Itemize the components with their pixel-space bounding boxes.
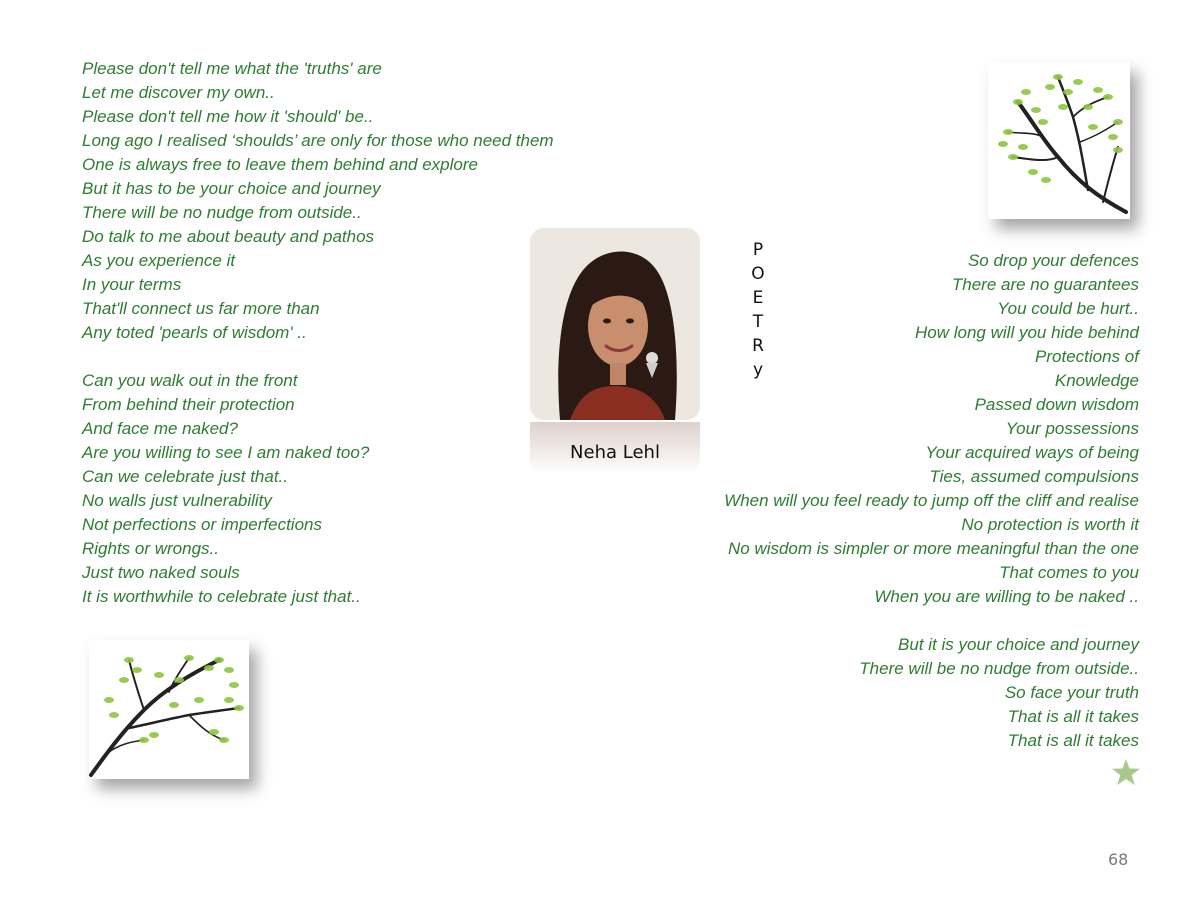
vertical-title-letter: R <box>752 336 764 356</box>
poem-line: But it has to be your choice and journey <box>82 179 381 198</box>
poem-line: In your terms <box>82 275 182 294</box>
author-photo-card <box>530 228 700 474</box>
poem-line: You could be hurt.. <box>997 299 1139 318</box>
poem-line: So drop your defences <box>967 251 1139 270</box>
poem-line: No protection is worth it <box>961 515 1139 534</box>
tree-image-bottom <box>89 640 249 779</box>
poem-line: Any toted 'pearls of wisdom' .. <box>82 323 307 342</box>
poem-line: Knowledge <box>1054 371 1139 390</box>
poem-right <box>724 249 1139 753</box>
poem-line: Your acquired ways of being <box>925 443 1139 462</box>
poem-line: That comes to you <box>999 563 1139 582</box>
poem-line: Not perfections or imperfections <box>82 515 322 534</box>
vertical-title-letter: O <box>751 264 765 284</box>
poem-line: Please don't tell me what the 'truths' are <box>82 59 382 78</box>
poem-line: That'll connect us far more than <box>82 299 320 318</box>
poem-line: That is all it takes <box>1007 707 1139 726</box>
poem-line: Your possessions <box>1005 419 1139 438</box>
poem-left-stanza-2 <box>82 369 554 609</box>
poem-line: One is always free to leave them behind and explore <box>82 155 478 174</box>
portrait-image <box>530 228 700 420</box>
poem-line: There will be no nudge from outside.. <box>82 203 362 222</box>
vertical-title <box>750 238 766 382</box>
poem-line: And face me naked? <box>82 419 238 438</box>
poem-line: How long will you hide behind <box>915 323 1139 342</box>
poem-line: Are you willing to see I am naked too? <box>82 443 370 462</box>
poem-line: So face your truth <box>1004 683 1139 702</box>
page-number: 68 <box>1108 850 1129 869</box>
vertical-title-letter: P <box>752 240 764 260</box>
poem-line: Long ago I realised ‘shoulds’ are only for those who need them <box>82 131 554 150</box>
tree-image-top <box>988 62 1130 219</box>
tree-branch-icon <box>988 62 1130 219</box>
poem-left <box>82 57 554 609</box>
poem-line: It is worthwhile to celebrate just that.. <box>82 587 361 606</box>
poem-right-stanza-1 <box>724 249 1139 609</box>
poem-line: Rights or wrongs.. <box>82 539 219 558</box>
vertical-title-letter: E <box>752 288 764 308</box>
poem-line: No wisdom is simpler or more meaningful than the one <box>727 539 1139 558</box>
poem-line: Passed down wisdom <box>974 395 1139 414</box>
poem-line: But it is your choice and journey <box>898 635 1139 654</box>
poem-line: There will be no nudge from outside.. <box>859 659 1139 678</box>
author-photo <box>530 228 700 420</box>
poem-line: Do talk to me about beauty and pathos <box>82 227 375 246</box>
vertical-title-letter: T <box>752 312 764 332</box>
stanza-gap <box>724 609 1139 633</box>
poem-line: Ties, assumed compulsions <box>929 467 1139 486</box>
star-icon <box>1111 758 1141 786</box>
stanza-gap <box>82 345 554 369</box>
poem-line: When you are willing to be naked .. <box>874 587 1139 606</box>
poem-line: As you experience it <box>82 251 236 270</box>
poem-line: Please don't tell me how it 'should' be.. <box>82 107 374 126</box>
author-name: Neha Lehl <box>570 442 660 463</box>
poem-line: There are no guarantees <box>951 275 1139 294</box>
vertical-title-letter: y <box>752 360 764 380</box>
photo-reflection <box>530 422 700 474</box>
poem-line: From behind their protection <box>82 395 295 414</box>
poem-line: Just two naked souls <box>82 563 240 582</box>
poem-left-stanza-1 <box>82 57 554 345</box>
poem-line: That is all it takes <box>1007 731 1139 750</box>
poem-line: Let me discover my own.. <box>82 83 275 102</box>
poem-line: No walls just vulnerability <box>82 491 272 510</box>
poem-line: Protections of <box>1035 347 1139 366</box>
poem-line: Can we celebrate just that.. <box>82 467 289 486</box>
poem-right-stanza-2 <box>724 633 1139 753</box>
tree-branch-icon <box>89 640 249 779</box>
poem-line: Can you walk out in the front <box>82 371 298 390</box>
poem-line: When will you feel ready to jump off the cliff and realise <box>724 491 1139 510</box>
